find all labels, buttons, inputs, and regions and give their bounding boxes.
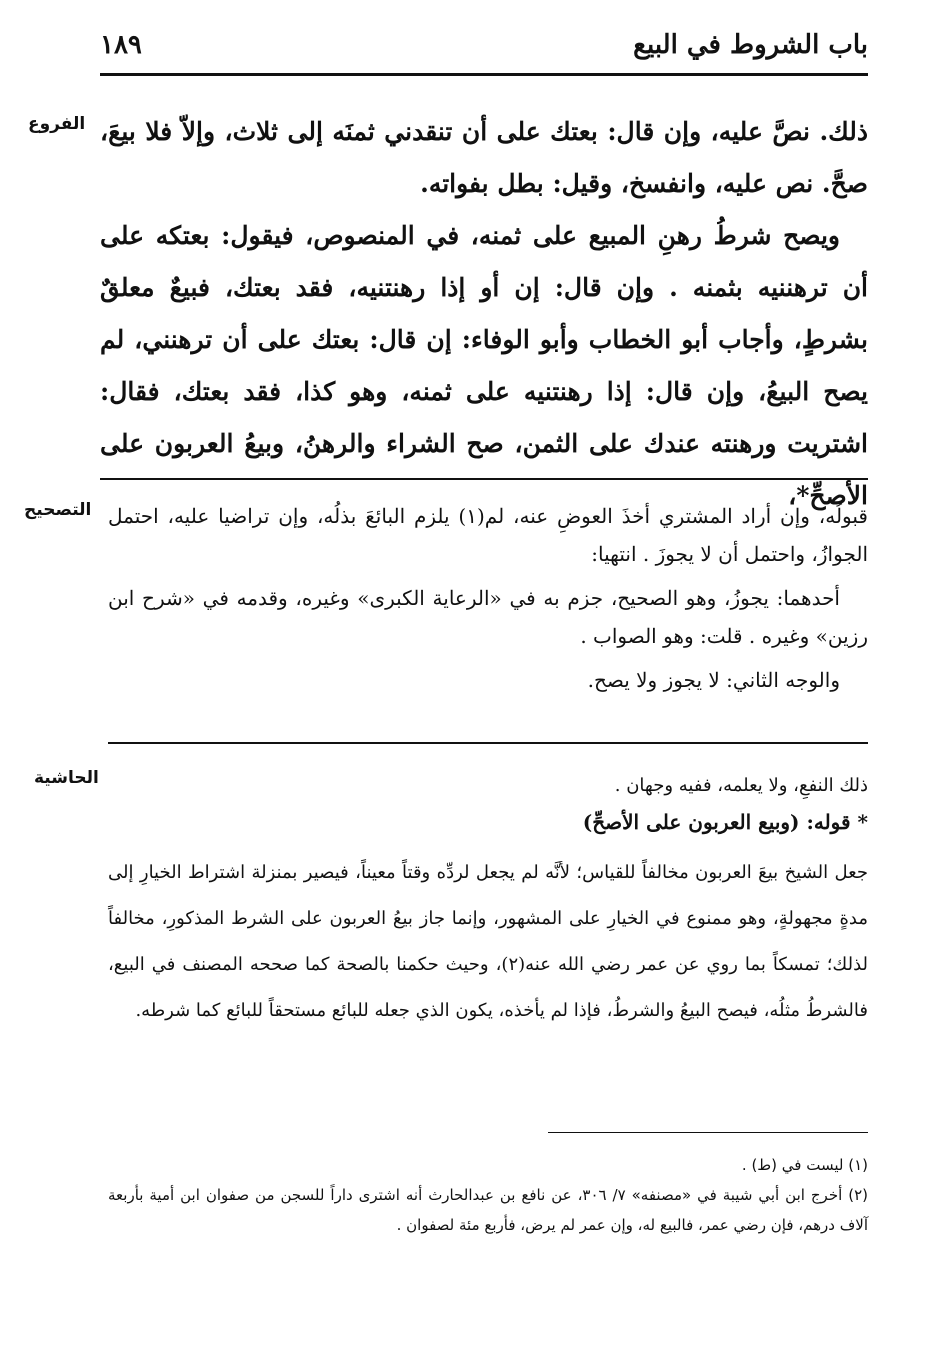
furu-paragraph-2: ويصح شرطُ رهنِ المبيع على ثمنه، في المنصوص، فيقول: بعتكه على أن ترهننيه بثمنه . وإن قال: إن أو إذا رهنتنيه، فقد بعتك، فبيعٌ معلقٌ بشرطٍ، وأجاب أبو الخطاب وأبو الوفاء: إن قال: بعتك على أن ترهنني، لم يصح البيعُ، وإن قال: إذا رهنتنيه على ثمنه، وهو كذا، فقد بعتك، فقال: اشتريت ورهنته عندك على الثمن، صح الشراء والرهنُ، وبيعُ العربون على الأصحِّ*، xyxy=(100,221,868,510)
label-hashiya: الحاشية xyxy=(34,768,99,788)
tashih-paragraph-1: قبولُه، وإن أراد المشتري أخذَ العوضِ عنه، لم(١) يلزم البائعَ بذلُه، وإن تراضيا عليه، احتمل الجوازُ، واحتمل أن لا يجوزَ . انتهيا: xyxy=(108,504,868,566)
footnotes xyxy=(108,1150,868,1240)
furu-section xyxy=(100,106,868,522)
furu-paragraph-1: ذلك. نصَّ عليه، وإن قال: بعتك على أن تنقدني ثمنَه إلى ثلاث، وإلاّ فلا بيعَ، صحَّ. نص عليه، وانفسخ، وقيل: بطل بفواته. xyxy=(100,117,868,198)
running-header xyxy=(100,30,868,74)
hashiya-line-1: ذلك النفعِ، ولا يعلمه، ففيه وجهان . xyxy=(614,775,868,796)
hashiya-section xyxy=(108,768,868,1034)
page-number: ١٨٩ xyxy=(100,30,142,60)
hashiya-quote-heading: * قوله: (وبيع العربون على الأصحِّ) xyxy=(582,810,868,834)
tashih-paragraph-2: أحدهما: يجوزُ، وهو الصحيح، جزم به في «الرعاية الكبرى» وغيره، وقدمه في «شرح ابن رزين» وغيره . قلت: وهو الصواب . xyxy=(108,586,868,648)
footnote-rule xyxy=(548,1132,868,1133)
label-furu: الفروع xyxy=(28,114,86,134)
tashih-paragraph-3: والوجه الثاني: لا يجوز ولا يصح. xyxy=(587,668,840,692)
header-rule xyxy=(100,73,868,76)
section-divider-2 xyxy=(108,742,868,744)
footnote-2: (٢) أخرج ابن أبي شيبة في «مصنفه» ٧/ ٣٠٦، عن نافع بن عبدالحارث أنه اشترى داراً للسجن من صفوان ابن أمية بأربعة آلاف درهم، فإن رضي عمر، فالبيع له، وإن عمر لم يرض، فأربع مئة لصفوان . xyxy=(108,1186,868,1234)
tashih-section xyxy=(108,497,868,699)
footnote-1: (١) ليست في (ط) . xyxy=(741,1156,868,1174)
chapter-title: باب الشروط في البيع xyxy=(633,30,868,60)
label-tashih: التصحيح xyxy=(24,500,92,520)
hashiya-body: جعل الشيخ بيعَ العربون مخالفاً للقياس؛ لأنَّه لم يجعل لردِّه وقتاً معيناً، فيصير بمنزلة اشتراط الخيارِ إلى مدةٍ مجهولةٍ، وهو ممنوع في الخيارِ على المشهور، وإنما جاز بيعُ العربون على الشرط المذكورِ، مخالفاً لذلك؛ تمسكاً بما روي عن عمر رضي الله عنه(٢)، وحيث حكمنا بالصحة كما صححه المصنف في البيع، فالشرطُ مثلُه، فيصح البيعُ والشرطُ، فإذا لم يأخذه، يكون الذي جعله للبائع مستحقاً للبائع كما شرطه. xyxy=(108,862,869,1021)
section-divider-1 xyxy=(100,478,868,480)
